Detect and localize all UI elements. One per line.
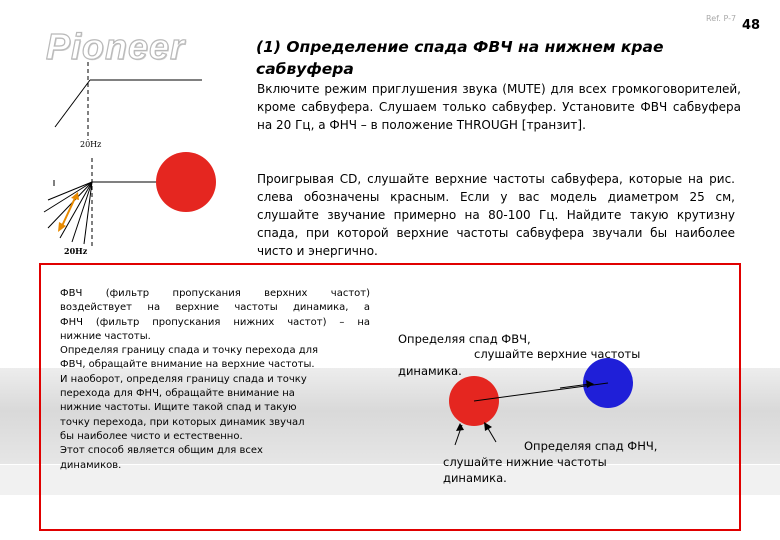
paragraph-mute-instructions: Включите режим приглушения звука (MUTE) для всех громкоговорителей, кроме сабвуфера. Слушаем только сабвуфер. Установите ФВЧ сабвуфера на 20 Гц, а ФНЧ – в положение THROUGH [транзит].	[257, 82, 741, 132]
info-text	[60, 287, 370, 473]
info-line: нижние частоты.	[60, 330, 151, 342]
fig2-slope-1	[48, 182, 92, 200]
info-line: перехода для ФНЧ, обращайте внимание на	[60, 388, 295, 400]
info-line: воздействует на верхние частоты динамика, а	[60, 302, 370, 314]
info-line: динамиков.	[60, 459, 122, 471]
figure-slopes	[44, 152, 216, 256]
info-line: ФВЧ (фильтр пропускания верхних частот)	[60, 288, 370, 299]
fig2-frequency-label: 20Hz	[64, 246, 88, 256]
info-line: точку перехода, при которых динамик звучал	[60, 416, 305, 428]
paragraph-listening-instructions: Проигрывая CD, слушайте верхние частоты сабвуфера, которые на рис. слева обозначены красным. Если у вас модель диаметром 25 см, слушайте звучание примерно на 80-100 Гц. Найдите такую крутизну спада, при которой верхние частоты сабвуфера звучали бы наиболее чисто и энергично.	[257, 172, 735, 258]
section-title: (1) Определение спада ФВЧ на нижнем крае сабвуфера	[256, 38, 664, 78]
pioneer-logo: Pioneer	[46, 26, 186, 67]
info-line: нижние частоты. Ищите такой спад и такую	[60, 402, 297, 414]
page-number: 48	[742, 18, 761, 33]
info-line: ФНЧ (фильтр пропускания нижних частот) – на	[60, 316, 370, 328]
info-line: И наоборот, определяя границу спада и точку	[60, 373, 307, 385]
hpf-label-line1: Определяя спад ФВЧ,	[398, 332, 531, 346]
lpf-label-line1: Определяя спад ФНЧ,	[524, 439, 658, 453]
info-line: бы наиболее чисто и естественно.	[60, 430, 243, 442]
fig1-slope	[55, 80, 90, 127]
hpf-label-line3: динамика.	[398, 364, 462, 378]
hpf-label-line2: слушайте верхние частоты	[474, 347, 641, 361]
figure-hpf-curve	[55, 62, 202, 149]
info-line: ФВЧ, обращайте внимание на верхние частоты.	[60, 359, 315, 371]
lpf-label-line2: слушайте нижние частоты	[443, 455, 607, 469]
fig2-slope-6	[84, 182, 92, 244]
info-line: Определяя границу спада и точку перехода для	[60, 345, 319, 357]
reference-label: Ref. P-7	[706, 14, 737, 23]
fig2-red-dot	[156, 152, 216, 212]
fig1-frequency-label: 20Hz	[80, 140, 102, 149]
lpf-label-line3: динамика.	[443, 471, 507, 485]
info-line: Этот способ является общим для всех	[60, 445, 263, 457]
